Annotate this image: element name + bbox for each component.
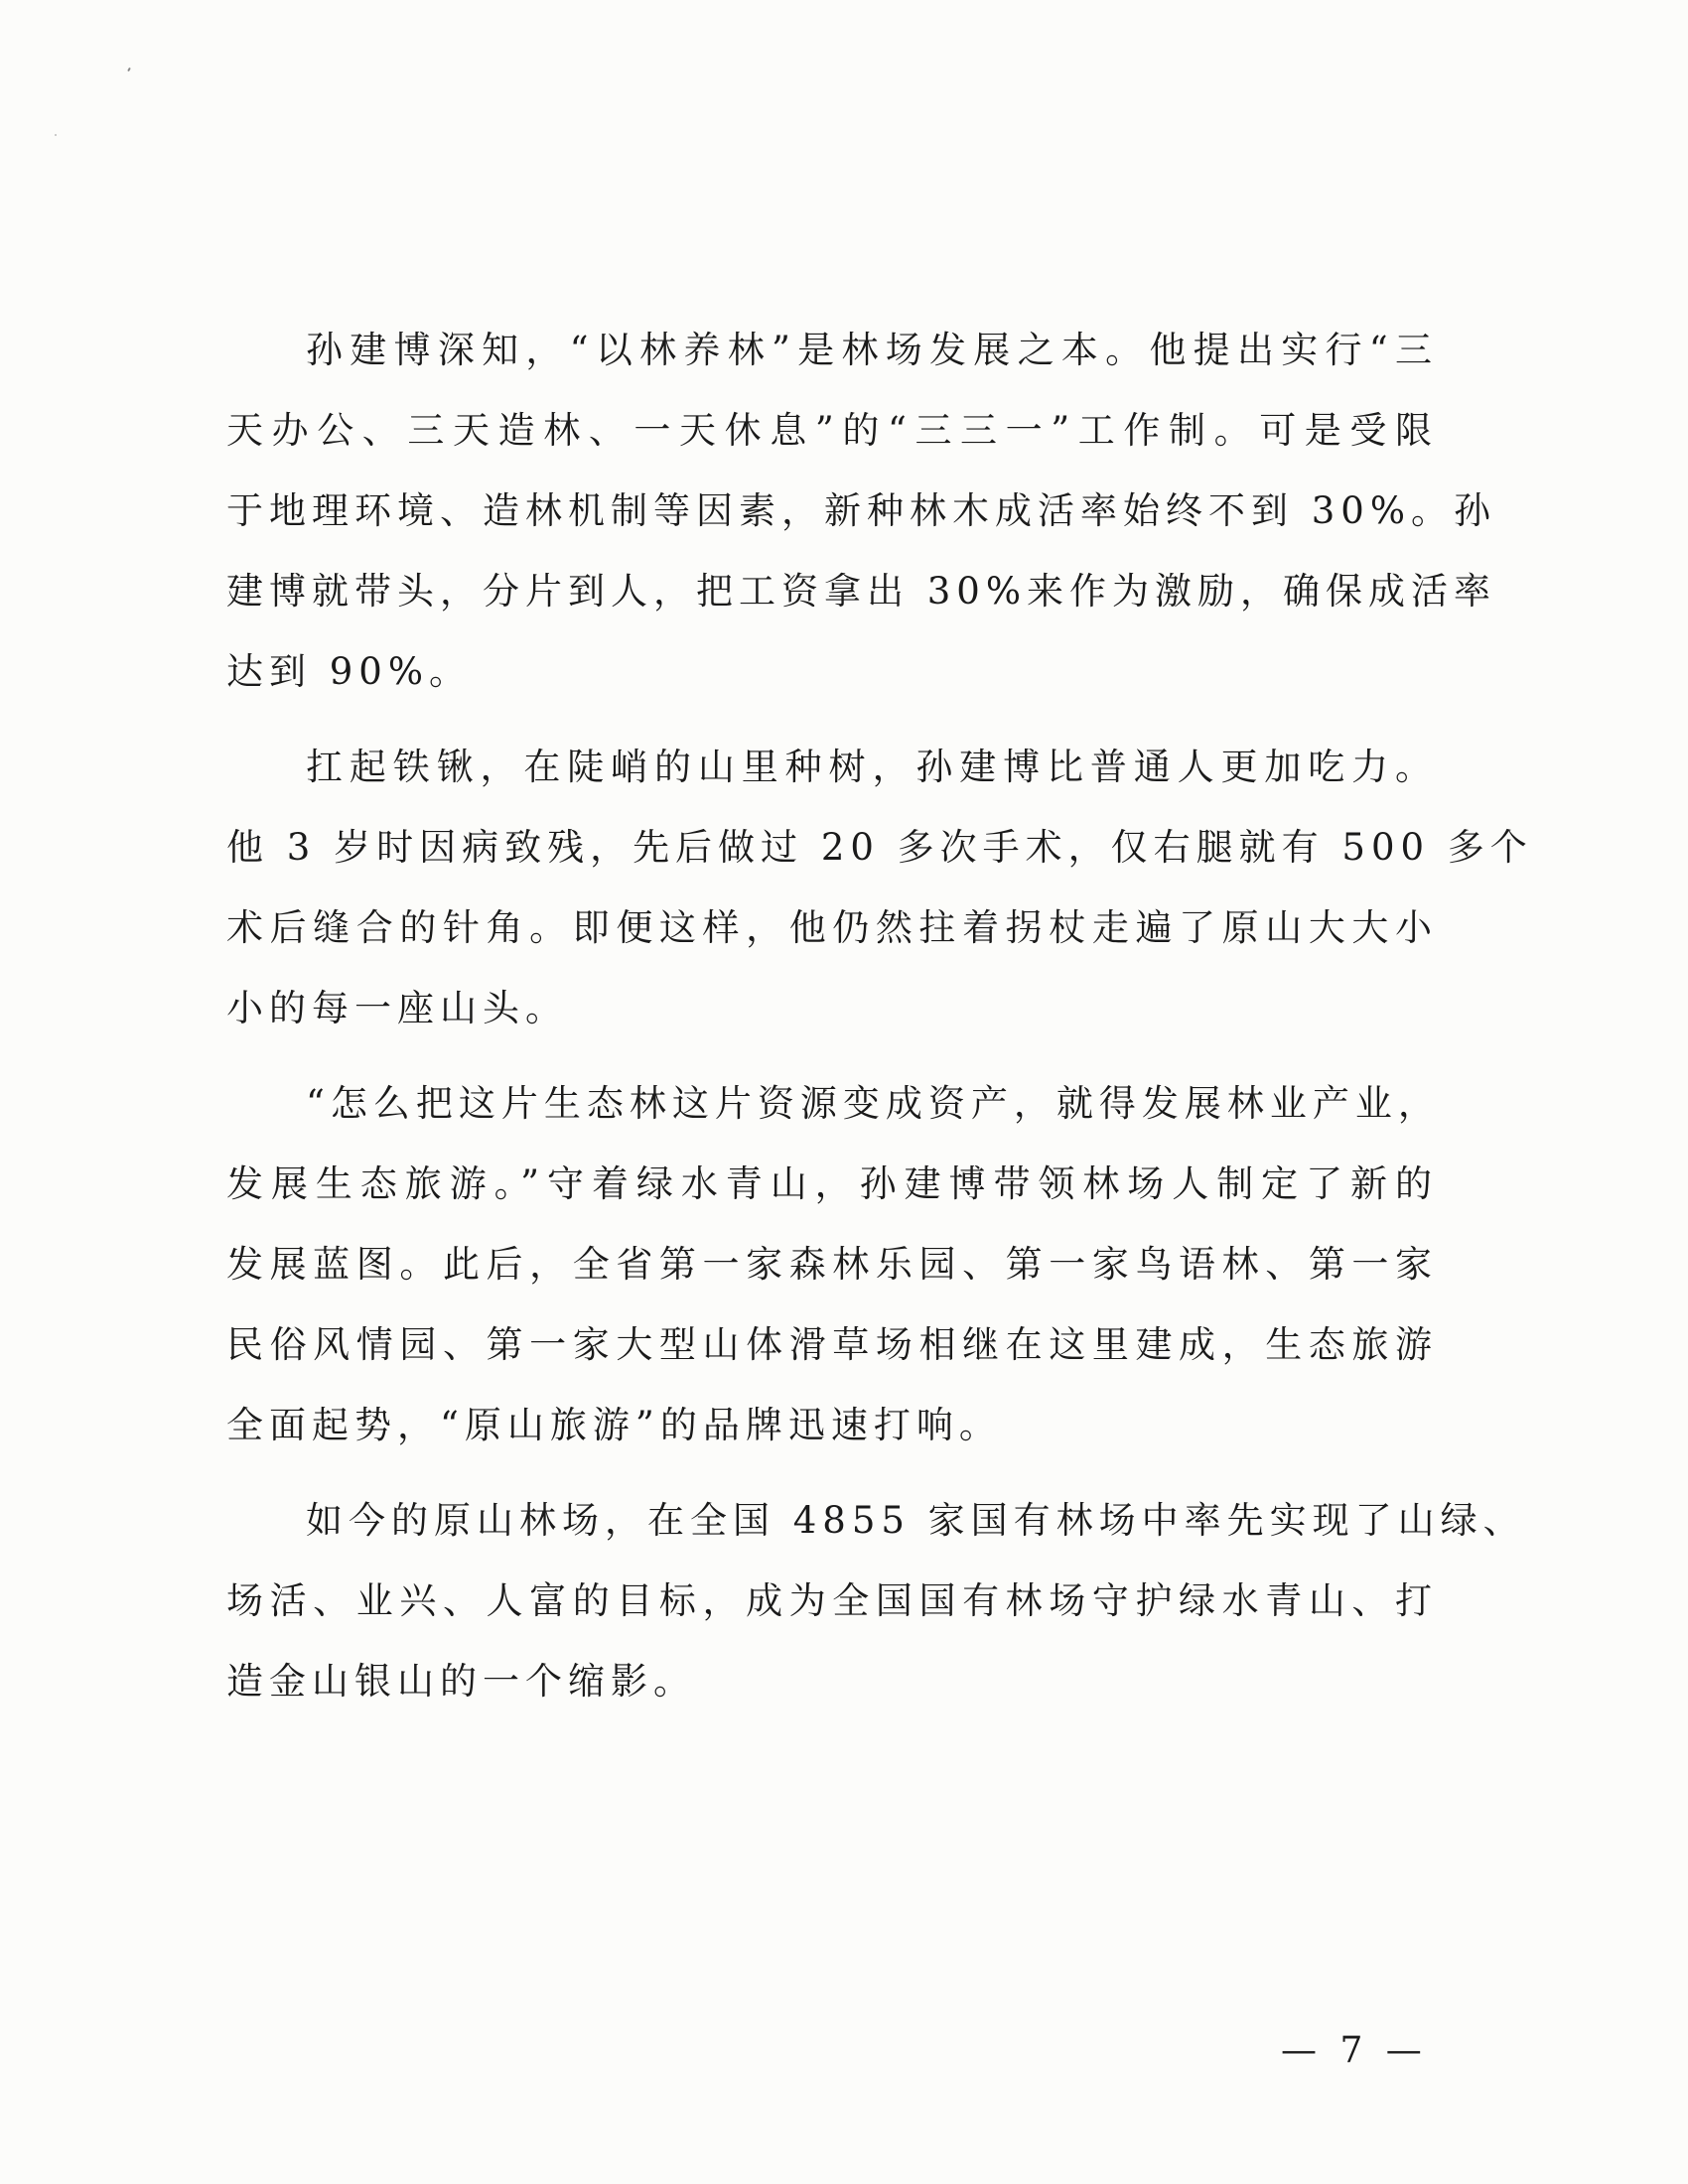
text-line: 全面起势，“原山旅游”的品牌迅速打响。 [226, 1404, 1002, 1446]
text-line: 术后缝合的针角。即便这样，他仍然拄着拐杖走遍了原山大大小 [226, 906, 1438, 949]
scan-speck [127, 68, 131, 71]
text-line: 天办公、三天造林、一天休息”的“三三一”工作制。可是受限 [226, 409, 1438, 452]
text-line: 小的每一座山头。 [226, 987, 568, 1029]
text-line: 发展生态旅游。”守着绿水青山，孙建博带领林场人制定了新的 [226, 1162, 1438, 1205]
scan-speck [55, 134, 57, 136]
text-line: 发展蓝图。此后，全省第一家森林乐园、第一家鸟语林、第一家 [226, 1243, 1438, 1286]
text-line: 扛起铁锹，在陡峭的山里种树，孙建博比普通人更加吃力。 [306, 746, 1438, 788]
paragraph [226, 310, 1496, 712]
text-line: 造金山银山的一个缩影。 [226, 1660, 696, 1703]
paragraph [226, 1063, 1441, 1465]
paragraph [226, 727, 1533, 1048]
text-line: 民俗风情园、第一家大型山体滑草场相继在这里建成，生态旅游 [226, 1323, 1438, 1366]
text-line: “怎么把这片生态林这片资源变成资产，就得发展林业产业， [306, 1082, 1441, 1125]
text-line: 如今的原山林场，在全国 4855 家国有林场中率先实现了山绿、 [306, 1499, 1526, 1542]
paragraph [226, 1480, 1526, 1721]
text-line: 建博就带头，分片到人，把工资拿出 30%来作为激励，确保成活率 [226, 570, 1496, 613]
text-line: 于地理环境、造林机制等因素，新种林木成活率始终不到 30%。孙 [226, 489, 1496, 532]
body-text [226, 310, 1533, 1721]
text-line: 孙建博深知，“以林养林”是林场发展之本。他提出实行“三 [306, 329, 1438, 371]
text-line: 场活、业兴、人富的目标，成为全国国有林场守护绿水青山、打 [226, 1579, 1438, 1622]
text-line: 他 3 岁时因病致残，先后做过 20 多次手术，仅右腿就有 500 多个 [226, 826, 1533, 869]
page-number: — 7 — [1281, 2030, 1428, 2071]
text-line: 达到 90%。 [226, 650, 472, 693]
